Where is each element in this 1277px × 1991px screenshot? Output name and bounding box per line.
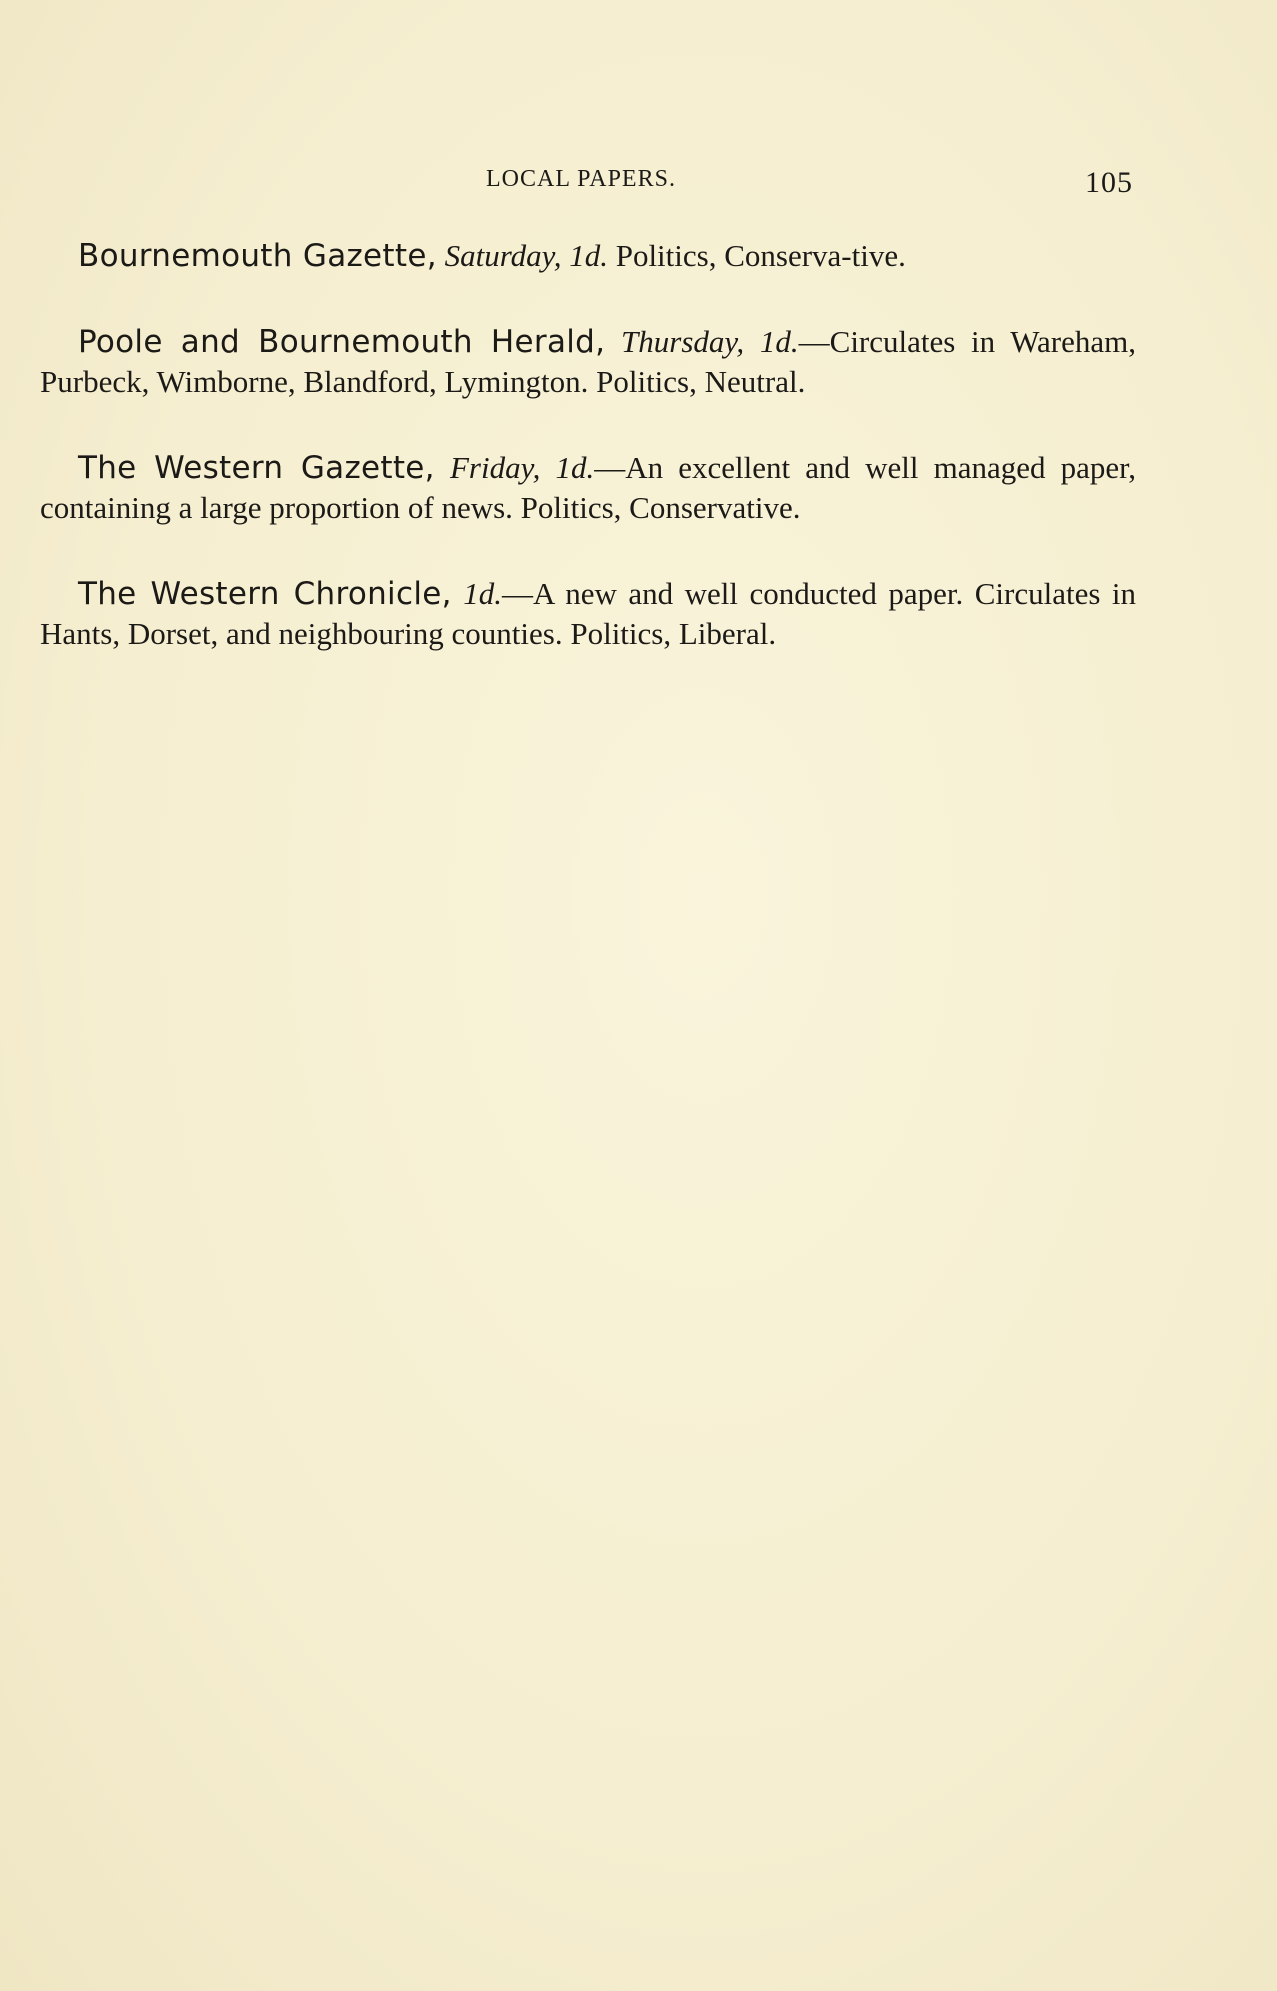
entry-bournemouth-gazette xyxy=(40,236,1136,276)
entry-western-chronicle xyxy=(40,574,1136,654)
price: 1d. xyxy=(555,450,595,485)
price: 1d. xyxy=(463,576,503,611)
entry-description: —A new and well conducted paper. Circulates in Hants, Dorset, and neighbouring counties. Politics, Liberal. xyxy=(40,576,1137,651)
price: 1d. xyxy=(569,238,608,273)
publication-day: Friday, xyxy=(449,450,541,485)
running-title: LOCAL PAPERS. xyxy=(486,166,676,192)
paper-name: The Western Gazette, xyxy=(78,450,435,486)
page-number: 105 xyxy=(1085,166,1133,199)
running-head xyxy=(0,162,1277,202)
entry-description: —An excellent and well managed paper, containing a large proportion of news. Politics, Conservative. xyxy=(40,450,1136,525)
paper-name: The Western Chronicle, xyxy=(78,576,452,612)
publication-day: Thursday, xyxy=(621,324,745,359)
entry-description: —Circulates in Wareham, Purbeck, Wimborne, Blandford, Lymington. Politics, Neutral. xyxy=(40,324,1137,399)
page-content xyxy=(40,236,1136,700)
publication-day: Saturday, xyxy=(444,238,562,273)
entry-western-gazette xyxy=(40,448,1136,528)
paper-name: Bournemouth Gazette, xyxy=(78,238,437,274)
price: 1d. xyxy=(759,324,799,359)
entry-poole-bournemouth-herald xyxy=(40,322,1136,402)
paper-name: Poole and Bournemouth Herald, xyxy=(78,324,606,360)
entry-description: Politics, Conserva-tive. xyxy=(615,238,906,273)
